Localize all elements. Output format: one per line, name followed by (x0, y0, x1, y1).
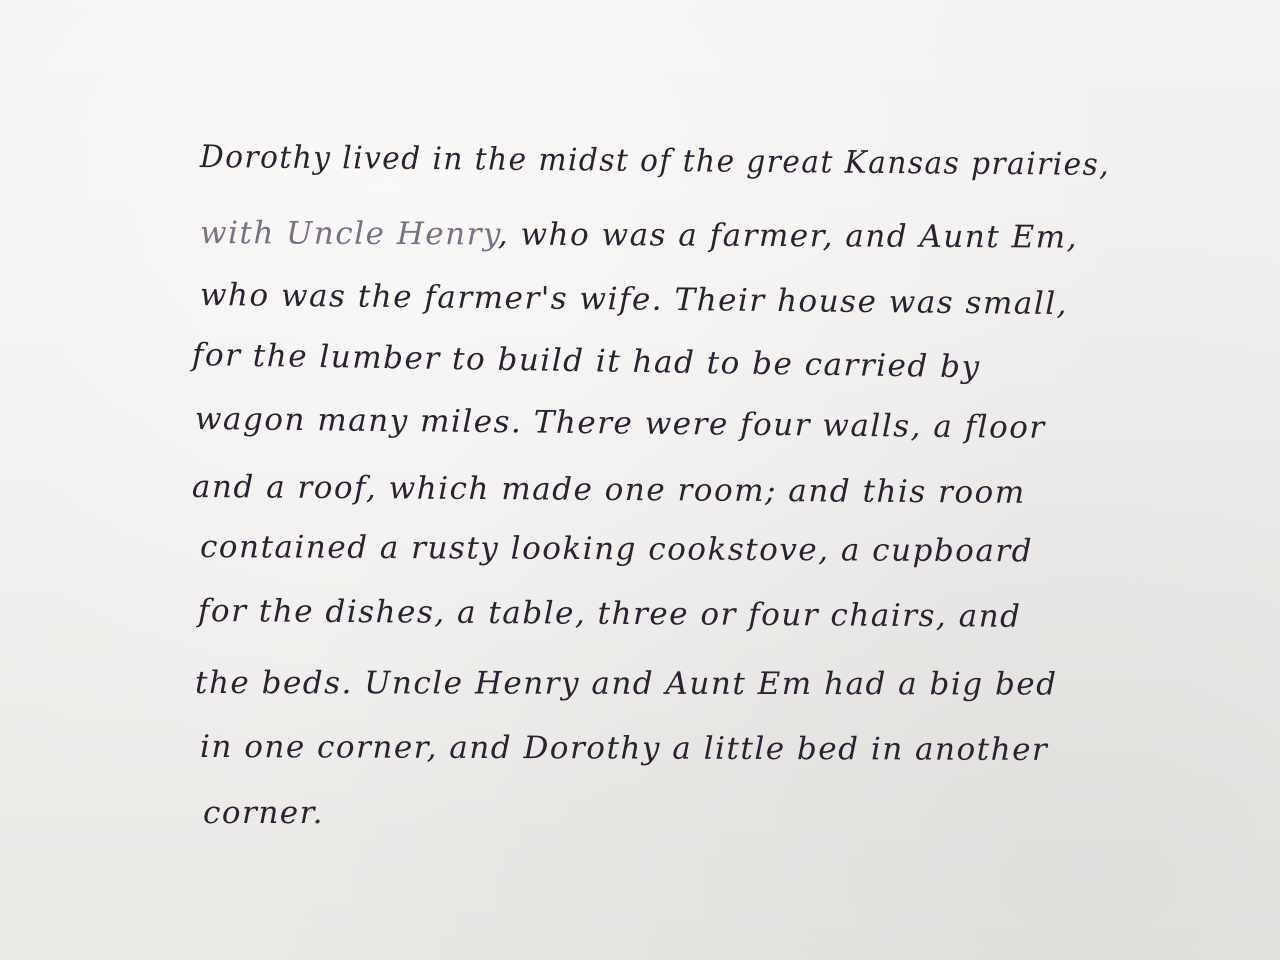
text-line-10: in one corner, and Dorothy a little bed in another (199, 729, 1049, 768)
text-line-11: corner. (203, 795, 324, 831)
text-line-1: Dorothy lived in the midst of the great Kansas prairies, (199, 139, 1111, 183)
text-line-2-rest: , who was a farmer, and Aunt Em, (497, 216, 1079, 256)
text-line-4: for the lumber to build it had to be carried by (191, 337, 981, 386)
text-line-3: who was the farmer's wife. Their house was small, (199, 277, 1069, 323)
text-line-6: and a roof, which made one room; and this room (191, 469, 1026, 511)
text-line-7: contained a rusty looking cookstove, a cupboard (199, 529, 1034, 570)
text-line-8: for the dishes, a table, three or four chairs, and (197, 593, 1022, 635)
text-line-2-faint: with Uncle Henry (199, 215, 498, 253)
text-line-5: wagon many miles. There were four walls, a floor (194, 401, 1046, 446)
text-line-9: the beds. Uncle Henry and Aunt Em had a big bed (194, 665, 1058, 703)
text-line-2 (199, 215, 1079, 256)
